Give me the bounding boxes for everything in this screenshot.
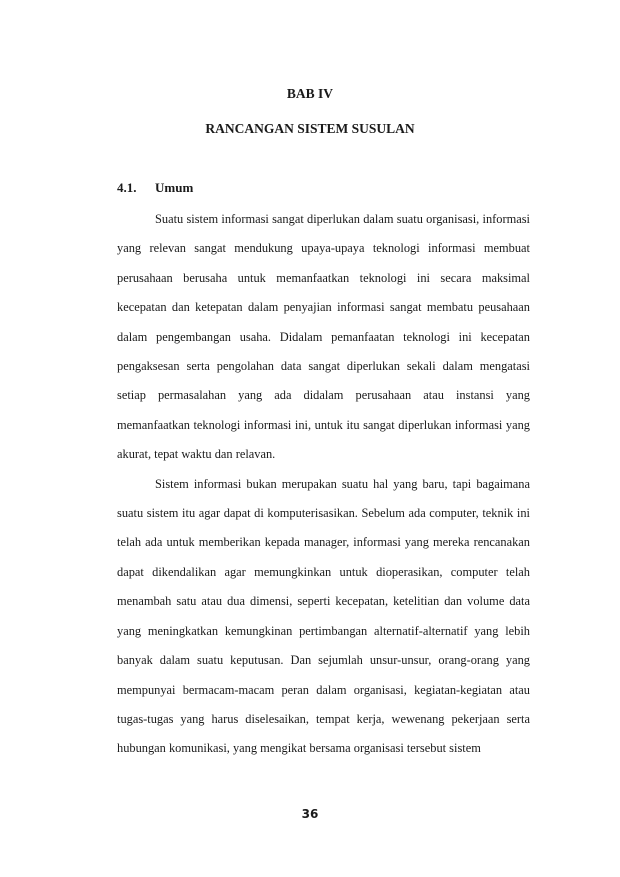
- section-heading: [117, 180, 193, 196]
- chapter-label: BAB IV: [286, 86, 334, 101]
- chapter-title: RANCANGAN SISTEM SUSULAN: [205, 121, 415, 136]
- paragraph-2: Sistem informasi bukan merupakan suatu hal yang baru, tapi bagaimana suatu sistem itu agar dapat di komputerisasikan. Sebelum ada computer, teknik ini telah ada untuk memberikan kepada manager, informasi yang mereka rencanakan dapat dikendalikan agar memungkinkan untuk dioperasikan, computer telah menambah satu atau dua dimensi, seperti kecepatan, ketelitian dan volume data yang meningkatkan kemungkinan pertimbangan alternatif-alternatif yang lebih banyak dalam suatu keputusan. Dan sejumlah unsur-unsur, orang-orang yang mempunyai bermacam-macam peran dalam organisasi, kegiatan-kegiatan atau tugas-tugas yang harus diselesaikan, tempat kerja, wewenang pekerjaan serta hubungan komunikasi, yang mengikat bersama organisasi tersebut sistem: [117, 476, 530, 756]
- paragraph-1: Suatu sistem informasi sangat diperlukan dalam suatu organisasi, informasi yang relevan sangat mendukung upaya-upaya teknologi informasi membuat perusahaan berusaha untuk memanfaatkan teknologi ini secara maksimal kecepatan dan ketepatan dalam penyajian informasi sangat membatu peusahaan dalam pengembangan usaha. Didalam pemanfaatan teknologi ini kecepatan pengaksesan serta pengolahan data sangat diperlukan sekali dalam mengatasi setiap permasalahan yang ada didalam perusahaan atau instansi yang memanfaatkan teknologi informasi ini, untuk itu sangat diperlukan informasi yang akurat, tepat waktu dan relavan.: [117, 212, 530, 462]
- page-number: 36: [301, 807, 319, 821]
- section-title: Umum: [155, 180, 194, 195]
- section-number: 4.1.: [117, 180, 137, 195]
- body-text: [117, 205, 530, 764]
